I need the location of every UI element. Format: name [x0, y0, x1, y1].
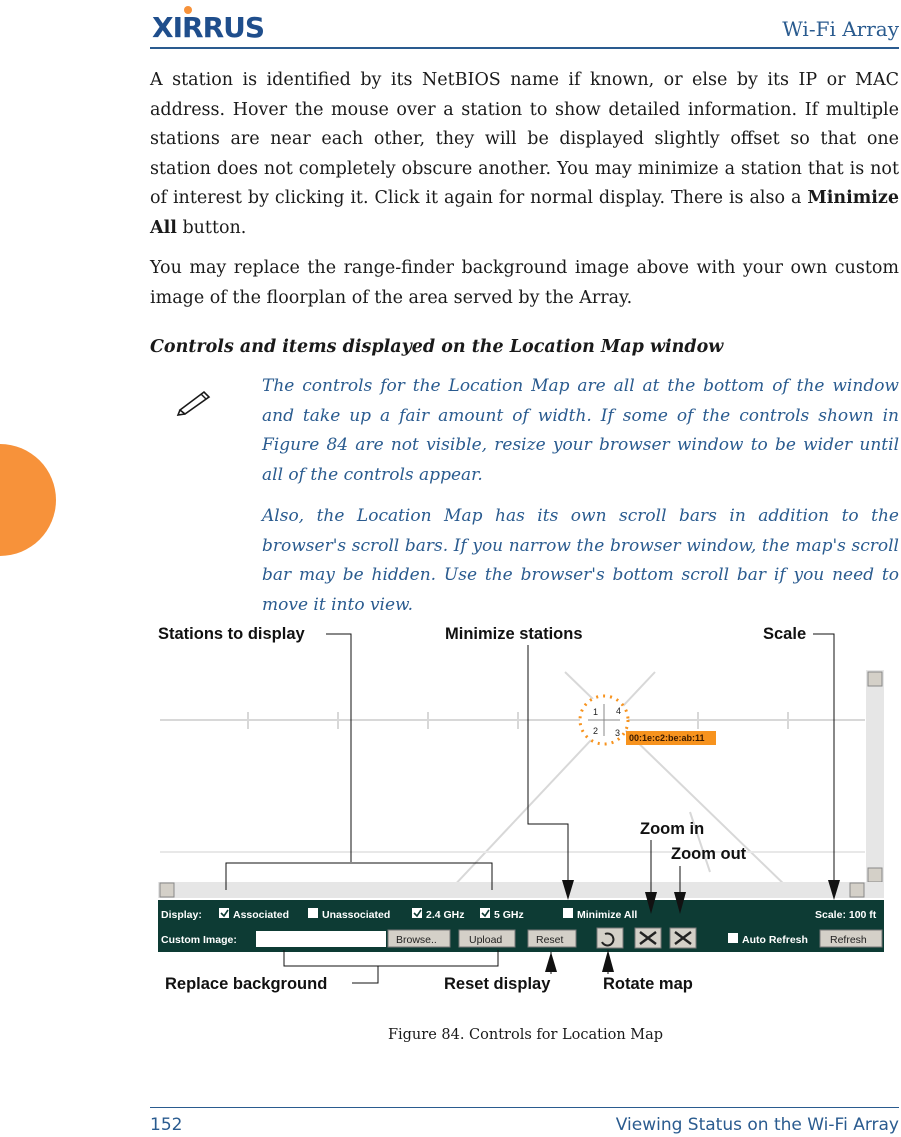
minimize-all-term: Minimize All — [150, 188, 899, 238]
note-controls-width: The controls for the Location Map are all at the bottom of the window and take up a fair amount of width. If some of the controls shown in Figure 84 are not visible, resize your browser window to be wider until all of the controls appear. — [262, 376, 899, 485]
scroll-down-arrow-icon[interactable] — [868, 868, 882, 882]
paragraph1-tail: button. — [176, 217, 247, 238]
callout-rotate-map: Rotate map — [603, 975, 693, 993]
station-mac-label: 00:1e:c2:be:ab:11 — [629, 733, 705, 743]
callout-reset-display: Reset display — [444, 975, 551, 993]
figure-caption: Figure 84. Controls for Location Map — [387, 1027, 664, 1043]
xirrus-logo — [152, 4, 302, 44]
paragraph-custom-image: You may replace the range-finder background image above with your own custom image of the floorplan of the area served by the Array. — [150, 258, 899, 308]
band-24-label: 2.4 GHz — [426, 909, 465, 921]
refresh-button-label: Refresh — [830, 934, 867, 946]
footer-section-title: Viewing Status on the Wi-Fi Array — [615, 1115, 899, 1135]
callout-scale: Scale — [763, 625, 807, 643]
auto-refresh-checkbox[interactable] — [728, 933, 738, 943]
chapter-tab — [0, 444, 56, 556]
browse-button-label: Browse.. — [396, 934, 437, 946]
paragraph-station-identification — [150, 66, 899, 243]
unassociated-checkbox[interactable] — [308, 908, 318, 918]
callout-zoom-out: Zoom out — [671, 845, 747, 863]
quadrant-label: 3 — [615, 728, 621, 738]
callout-stations-to-display: Stations to display — [158, 625, 305, 643]
quadrant-label: 1 — [593, 707, 599, 717]
paragraph1-text: A station is identified by its NetBIOS name if known, or else by its IP or MAC address. Hover the mouse over a station to show detailed information. If multiple stations are near each other, they will be displayed slightly offset so that one station does not completely obscure another. You may minimize a station that is not of interest by clicking it. Click it again for normal display. There is also a — [150, 70, 899, 208]
upload-button-label: Upload — [469, 934, 503, 946]
map-horizontal-scrollbar[interactable] — [158, 882, 884, 898]
footer-rule — [150, 1107, 899, 1108]
unassociated-label: Unassociated — [322, 909, 391, 921]
minimize-all-label: Minimize All — [577, 909, 638, 921]
callout-minimize-stations: Minimize stations — [445, 625, 583, 643]
logo-wordmark: XIRRUS — [152, 11, 265, 44]
page-number: 152 — [150, 1115, 183, 1135]
header-rule — [150, 47, 899, 49]
scroll-right-arrow-icon[interactable] — [850, 883, 864, 897]
callout-zoom-in: Zoom in — [640, 820, 705, 838]
callout-replace-background: Replace background — [165, 975, 328, 993]
map-vertical-scrollbar[interactable] — [866, 670, 884, 882]
scroll-left-arrow-icon[interactable] — [160, 883, 174, 897]
minimize-all-checkbox[interactable] — [563, 908, 573, 918]
custom-image-label: Custom Image: — [161, 934, 237, 946]
pencil-note-icon — [176, 386, 216, 416]
band-5-label: 5 GHz — [494, 909, 524, 921]
header-title: Wi-Fi Array — [782, 17, 899, 41]
scroll-up-arrow-icon[interactable] — [868, 672, 882, 686]
quadrant-label: 2 — [593, 726, 599, 736]
reset-button-label: Reset — [536, 934, 564, 946]
associated-label: Associated — [233, 909, 290, 921]
quadrant-label: 4 — [616, 706, 622, 716]
section-heading: Controls and items displayed on the Location Map window — [150, 337, 724, 357]
auto-refresh-label: Auto Refresh — [742, 934, 808, 946]
display-label: Display: — [161, 909, 202, 921]
location-map-figure — [150, 612, 890, 1012]
scale-readout: Scale: 100 ft — [815, 909, 877, 921]
map-canvas[interactable] — [158, 670, 884, 900]
note-scroll-bars: Also, the Location Map has its own scroll bars in addition to the browser's scroll bars. If you narrow the browser window, the map's scroll bar may be hidden. Use the browser's bottom scroll bar if you need to move it into view. — [262, 506, 899, 615]
custom-image-input[interactable] — [256, 931, 386, 947]
